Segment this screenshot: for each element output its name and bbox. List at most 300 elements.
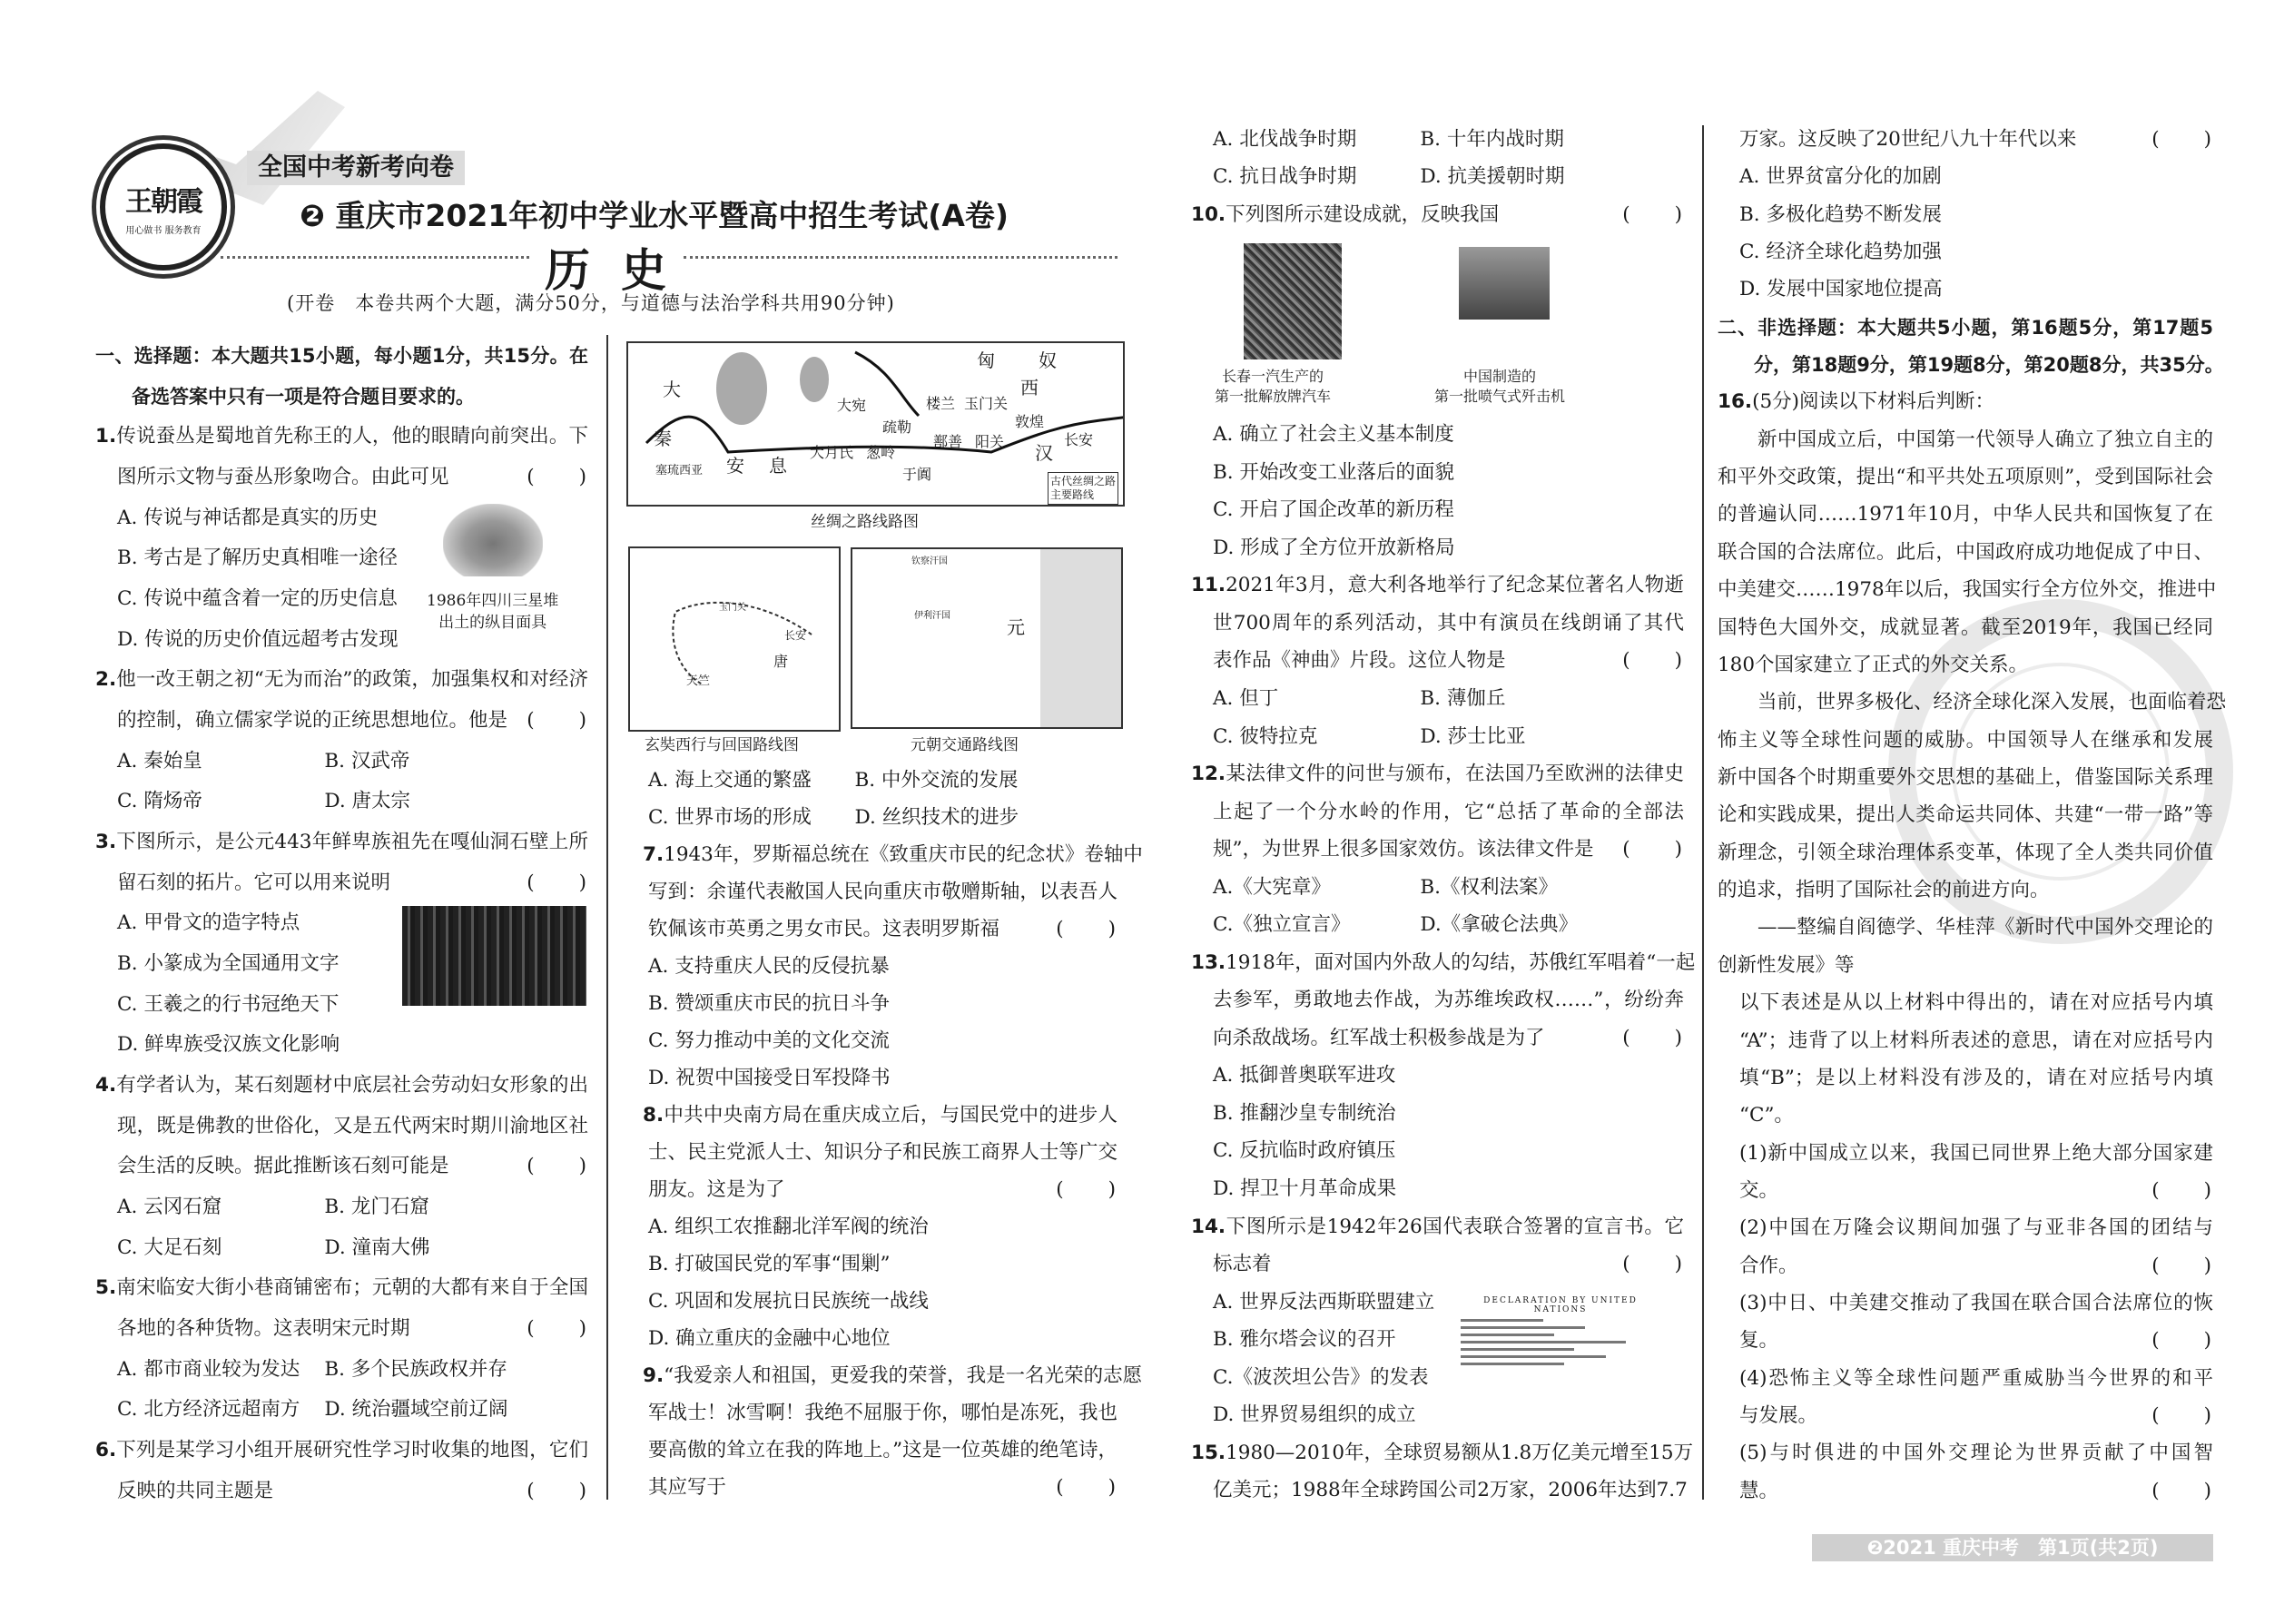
text-line [1739, 271, 2213, 308]
map-label: 塞琉西亚 [655, 464, 704, 477]
text: 世700周年的系列活动，其中有演员在线朗诵了其代 [1213, 611, 1684, 635]
question-number: 10. [1191, 202, 1226, 226]
text: D. 发展中国家地位提高 [1739, 278, 1943, 301]
jiefang-truck-photo [1244, 243, 1342, 359]
map-label: 钦察汗国 [911, 556, 948, 566]
map-label: 天竺 [686, 674, 711, 688]
text-line [1718, 948, 2213, 984]
answer-option: B. 中外交流的发展 [854, 769, 1019, 792]
option-row [1213, 159, 1684, 195]
question-stem [95, 1270, 588, 1306]
text-line [648, 1172, 1117, 1208]
question-number: 16. [1718, 390, 1753, 414]
text: 复。 [1739, 1329, 1779, 1353]
line-text [648, 1135, 1117, 1171]
line-text [1213, 1284, 1684, 1321]
line-text [1213, 643, 1684, 679]
text-line [1213, 1284, 1684, 1321]
answer-option: B. 汉武帝 [324, 749, 410, 773]
question-number: 9. [643, 1363, 665, 1387]
line-text [1191, 1209, 1684, 1245]
text-line [1739, 1248, 2213, 1284]
line-text [1718, 797, 2213, 833]
text-line [1739, 1435, 2213, 1471]
line-text [1739, 1398, 2213, 1434]
line-text [643, 1358, 1143, 1394]
text: 要高傲的耸立在我的阵地上。”这是一位英雄的绝笔诗， [648, 1438, 1117, 1462]
text-line [1718, 647, 2213, 684]
text-line [648, 1470, 1117, 1506]
map-label: 疏勒 [882, 418, 912, 436]
answer-option: A.《大宪章》 [1213, 875, 1331, 899]
legend-line: 古代丝绸之路 [1050, 475, 1117, 487]
line-text [648, 1470, 1117, 1506]
text-line [1739, 1323, 2213, 1359]
text-line [1213, 455, 1684, 491]
text: 国特色大国外交，成就显著。截至2019年，我国已经同 [1718, 615, 2213, 639]
divider-dotted-right [684, 256, 1117, 259]
logo-text: 王朝霞 [125, 185, 202, 218]
text-line [1213, 1171, 1684, 1207]
answer-blank[interactable]: ( ) [527, 871, 588, 894]
question-number: 7. [643, 843, 665, 867]
text: 标志着 [1213, 1253, 1272, 1276]
text-line [117, 1473, 588, 1510]
map-label: 匈 [977, 349, 995, 371]
text: 联合国的合法席位。此后，中国政府成功地促成了中日、 [1718, 540, 2213, 564]
line-text [132, 379, 588, 415]
answer-blank[interactable]: ( ) [2151, 1254, 2213, 1277]
text: “A”；违背了以上材料所表述的意思，请在对应括号内 [1739, 1029, 2213, 1052]
text: D. 祝贺中国接受日军投降书 [648, 1067, 891, 1090]
text-line [117, 459, 588, 496]
answer-blank[interactable]: ( ) [1056, 918, 1117, 941]
answer-option: C. 大足石刻 [117, 1235, 222, 1259]
text: 新中国各个时期重要外交思想的基础上，借鉴国际关系理 [1718, 765, 2213, 789]
text: ——整编自阎德学、华桂萍《新时代中国外交理论的 [1757, 916, 2213, 940]
line-text [648, 1246, 1117, 1283]
xuanzang-route-map [628, 546, 841, 732]
answer-blank[interactable]: ( ) [1622, 838, 1684, 861]
text: C. 反抗临时政府镇压 [1213, 1139, 1396, 1163]
text-line [1757, 422, 2213, 458]
legend-line: 主要路线 [1050, 488, 1095, 501]
text-line [648, 874, 1117, 910]
text-line [1739, 1398, 2213, 1434]
text-line [117, 1311, 588, 1347]
answer-option: C. 北方经济远超南方 [117, 1398, 300, 1422]
text-line [1757, 684, 2227, 721]
line-text [1739, 1285, 2213, 1322]
line-text [1739, 1173, 2213, 1209]
text: 有学者认为，某石刻题材中底层社会劳动妇女形象的出 [116, 1073, 588, 1097]
line-text [1718, 723, 2213, 759]
text: D. 鲜卑族受汉族文化影响 [117, 1033, 340, 1057]
text-line [648, 986, 1117, 1022]
text: C. 开启了国企改革的新历程 [1213, 498, 1454, 522]
series-tag: 全国中考新考向卷 [247, 151, 465, 185]
map-label: 葱岭 [866, 444, 896, 461]
line-text [1213, 982, 1684, 1019]
text: 图所示文物与蚕丛形象吻合。由此可见 [117, 466, 449, 489]
line-text [1739, 1023, 2213, 1059]
question-number: 8. [643, 1104, 665, 1127]
text-line [1213, 1360, 1684, 1396]
line-text [1191, 756, 1684, 792]
line-text [1213, 1472, 1688, 1509]
text: B. 赞颂重庆市民的抗日斗争 [648, 992, 890, 1016]
line-text [117, 500, 588, 536]
answer-blank[interactable]: ( ) [527, 1155, 588, 1178]
option-row [1213, 122, 1684, 158]
line-text [1213, 794, 1684, 831]
text-line [1718, 835, 2213, 871]
text: A. 抵御普奥联军进攻 [1213, 1064, 1396, 1088]
option-row [1213, 870, 1684, 906]
line-text [1718, 497, 2213, 533]
caption-line: 出土的纵目面具 [438, 614, 547, 632]
question-number: 15. [1191, 1441, 1226, 1464]
text: B. 推翻沙皇专制统治 [1213, 1101, 1396, 1125]
line-text [1739, 1097, 2213, 1134]
answer-blank[interactable]: ( ) [1622, 649, 1684, 673]
text: 论和实践成果，提出人类命运共同体、共建“一带一路”等 [1718, 803, 2213, 827]
caption-line: 第一批喷气式歼击机 [1434, 388, 1566, 405]
text: 创新性发展》等 [1718, 953, 1855, 977]
text-line [1718, 535, 2213, 571]
text: 钦佩该市英勇之男女市民。这表明罗斯福 [648, 918, 1000, 941]
text: 表作品《神曲》片段。这位人物是 [1213, 649, 1506, 673]
answer-blank[interactable]: ( ) [1622, 1253, 1684, 1276]
answer-option: A. 海上交通的繁盛 [648, 769, 812, 792]
text-line [117, 905, 588, 941]
question-number: 12. [1191, 763, 1226, 786]
question-stem [643, 1097, 1117, 1134]
line-text [95, 824, 588, 861]
line-text [1718, 310, 2213, 346]
map-label: 玉门关 [719, 603, 746, 613]
question-stem [1191, 197, 1684, 233]
option-row [648, 763, 1117, 799]
text: 上起了一个分水岭的作用，它“总括了革命的全部法 [1213, 800, 1684, 823]
text: 和平外交政策，提出“和平共处五项原则”，受到国际社会 [1718, 466, 2213, 489]
text: 新中国成立后，中国第一代领导人确立了独立自主的 [1757, 428, 2213, 451]
silk-road-map [626, 341, 1125, 507]
text: 1918年，面对国内外敌人的勾结，苏俄红军唱着“一起 [1226, 950, 1696, 974]
text-line [117, 581, 588, 617]
caption-line: 中国制造的 [1463, 368, 1537, 385]
option-row [648, 800, 1117, 836]
map-label: 秦 [654, 428, 672, 449]
text-line [1213, 794, 1684, 831]
text: 亿美元；1988年全球跨国公司2万家，2006年达到7.7 [1213, 1479, 1688, 1502]
answer-blank[interactable]: ( ) [2151, 1178, 2213, 1202]
line-text [648, 949, 1117, 985]
text: B. 打破国民党的军事“围剿” [648, 1253, 891, 1276]
text-line [117, 540, 588, 576]
question-stem [1191, 1209, 1684, 1245]
text-line [117, 1027, 588, 1063]
answer-option: A. 云冈石窟 [117, 1195, 222, 1218]
text: C. 传说中蕴含着一定的历史信息 [117, 587, 398, 611]
text: A. 组织工农推翻北洋军阀的统治 [648, 1216, 929, 1239]
answer-blank[interactable]: ( ) [1622, 1026, 1684, 1049]
text: 合作。 [1739, 1254, 1798, 1277]
text-line [1213, 832, 1684, 868]
text-line [1213, 1058, 1684, 1094]
answer-option: B. 多个民族政权并存 [324, 1357, 507, 1381]
xuanzang-route [630, 548, 839, 730]
logo-slogan: 用心做书 服务教育 [125, 225, 202, 236]
text: 写到：余谨代表敝国人民向重庆市敬赠斯轴，以表吾人 [648, 881, 1117, 904]
text-line [1718, 497, 2213, 533]
q10-caption-2 [1434, 367, 1565, 407]
text-line [1213, 605, 1684, 642]
map-label: 伊利汗国 [914, 611, 950, 621]
line-text [117, 1108, 588, 1145]
option-row [117, 1352, 588, 1388]
text-line [1739, 122, 2213, 158]
text: (4)恐怖主义等全球性问题严重威胁当今世界的和平 [1739, 1366, 2213, 1390]
text: A. 支持重庆人民的反侵抗暴 [648, 955, 890, 979]
map-label: 唐 [773, 653, 789, 670]
line-text [1213, 492, 1684, 528]
question-number: 14. [1191, 1215, 1226, 1238]
question-stem [95, 1432, 588, 1469]
text-line [1718, 760, 2213, 796]
line-text [117, 1027, 588, 1063]
line-text [648, 1023, 1117, 1059]
line-text [1191, 567, 1684, 604]
text: “C”。 [1739, 1104, 1794, 1127]
silk-road-caption: 丝绸之路线路图 [811, 513, 919, 531]
map-label: 奴 [1039, 349, 1057, 371]
text-line [117, 500, 588, 536]
text: 朋友。这是为了 [648, 1178, 785, 1202]
text: B. 开始改变工业落后的面貌 [1213, 460, 1454, 484]
line-text [1757, 910, 2213, 946]
text-line [95, 338, 588, 374]
text-line [648, 1395, 1117, 1432]
text-line [1213, 982, 1684, 1019]
line-text [643, 1097, 1117, 1134]
text-line [648, 1284, 1117, 1320]
line-text [648, 874, 1117, 910]
text: 士、民主党派人士、知识分子和民族工商界人士等广交 [648, 1141, 1117, 1165]
question-stem [95, 418, 588, 455]
text: 2021年3月，意大利各地举行了纪念某位著名人物逝 [1226, 574, 1684, 597]
map-label: 阳关 [975, 433, 1005, 450]
text: A. 确立了社会主义基本制度 [1213, 423, 1454, 447]
question-number: 4. [95, 1073, 117, 1097]
text: 某法律文件的问世与颁布，在法国乃至欧洲的法律史 [1226, 763, 1684, 786]
text-line [1754, 347, 2224, 383]
text-line [1213, 492, 1684, 528]
line-text [1213, 832, 1684, 868]
line-text [1739, 985, 2213, 1021]
question-stem [95, 662, 588, 698]
publisher-logo [100, 143, 227, 271]
text: 的普遍认同……1971年10月，中华人民共和国恢复了在 [1718, 503, 2213, 527]
answer-blank[interactable]: ( ) [527, 709, 588, 732]
text-line [1739, 197, 2213, 233]
line-text [1718, 647, 2213, 684]
map-label: 玉门关 [964, 395, 1009, 412]
answer-blank[interactable]: ( ) [527, 1479, 588, 1502]
text: 1980—2010年，全球贸易额从1.8万亿美元增至15万 [1226, 1441, 1694, 1464]
line-text [648, 986, 1117, 1022]
answer-option: D. 抗美援朝时期 [1420, 165, 1565, 189]
line-text [1213, 1058, 1684, 1094]
column-divider [1702, 125, 1704, 1500]
question-stem [95, 824, 588, 861]
text: D. 世界贸易组织的成立 [1213, 1403, 1416, 1427]
text: 各地的各种货物。这表明宋元时期 [117, 1316, 410, 1340]
text: 向杀敌战场。红军战士积极参战是为了 [1213, 1026, 1545, 1049]
line-text [1213, 1322, 1684, 1358]
line-text [117, 865, 588, 901]
answer-blank[interactable]: ( ) [1056, 1475, 1117, 1499]
line-text [95, 1270, 588, 1306]
text: 反映的共同主题是 [117, 1479, 274, 1502]
line-text [1739, 1323, 2213, 1359]
text: 现，既是佛教的世俗化，又是五代两宋时期川渝地区社 [117, 1114, 588, 1137]
text: A. 甲骨文的造字特点 [117, 911, 300, 935]
line-text [1213, 1096, 1684, 1132]
text-line [1739, 1473, 2213, 1510]
text-line [1739, 1136, 2213, 1172]
text: 下图所示是1942年26国代表联合签署的宣言书。它 [1226, 1215, 1684, 1238]
text: 二、非选择题：本大题共5小题，第16题5分，第17题5 [1718, 316, 2213, 339]
text-line [1213, 1322, 1684, 1358]
line-text [1739, 1060, 2213, 1097]
text: B. 多极化趋势不断发展 [1739, 202, 1942, 226]
map-label: 元 [1007, 616, 1025, 638]
text-line [1718, 610, 2213, 646]
text-line [117, 946, 588, 982]
text: C. 巩固和发展抗日民族统一战线 [648, 1290, 929, 1314]
line-text [1739, 271, 2213, 308]
map-legend [1048, 472, 1118, 505]
text: 中共中央南方局在重庆成立后，与国民党中的进步人 [664, 1104, 1117, 1127]
text: 新理念，引领全球治理体系变革，体现了全人类共同价值 [1718, 841, 2213, 864]
text-line [117, 987, 588, 1023]
map-label: 安 [726, 455, 744, 477]
answer-option: D.《拿破仑法典》 [1420, 913, 1579, 937]
option-row [117, 783, 588, 820]
yuan-transport-map [851, 547, 1123, 729]
line-text [117, 905, 588, 941]
line-text [1718, 572, 2217, 608]
map-label: 鄯善 [933, 433, 963, 450]
answer-option: A. 秦始皇 [117, 749, 202, 773]
question-number: 5. [95, 1276, 117, 1300]
line-text [117, 1148, 588, 1185]
text: C.《波茨坦公告》的发表 [1213, 1365, 1429, 1389]
answer-blank[interactable]: ( ) [527, 1316, 588, 1340]
page-footer: ❷2021 重庆中考 第1页(共2页) [1812, 1534, 2213, 1561]
exam-title: ❷ 重庆市2021年初中学业水平暨高中招生考试(A卷) [300, 198, 1009, 233]
column-divider [606, 335, 608, 1500]
map-label: 敦煌 [1015, 413, 1045, 430]
text-line [1213, 1472, 1688, 1509]
line-text [95, 418, 588, 455]
text-line [1213, 530, 1684, 566]
line-text [117, 540, 588, 576]
question-number: 2. [95, 668, 117, 692]
question-stem [1191, 567, 1684, 604]
line-text [95, 662, 588, 698]
declaration-heading: DECLARATION BY UNITED NATIONS [1483, 1296, 1638, 1314]
line-text [1213, 455, 1684, 491]
answer-blank[interactable]: ( ) [2151, 127, 2213, 151]
answer-option: B.《权利法案》 [1420, 875, 1558, 899]
answer-blank[interactable]: ( ) [2151, 1404, 2213, 1428]
line-text [1213, 1020, 1684, 1057]
line-text [117, 1473, 588, 1510]
line-text [648, 1395, 1117, 1432]
text-line [1213, 417, 1684, 453]
text: 军战士！冰雪啊！我绝不屈服于你，哪怕是冻死，我也 [648, 1401, 1117, 1424]
line-text [648, 1321, 1117, 1357]
answer-blank[interactable]: ( ) [1056, 1178, 1117, 1202]
text: 他一改王朝之初“无为而治”的政策，加强集权和对经济 [116, 668, 588, 692]
line-text [1739, 122, 2213, 158]
text: 交。 [1739, 1178, 1779, 1202]
text-line [1757, 910, 2213, 946]
text-line [648, 949, 1117, 985]
map-label: 长安 [784, 629, 807, 642]
text-line [648, 1432, 1117, 1469]
text-line [1739, 234, 2213, 271]
text: (1)新中国成立以来，我国已同世界上绝大部分国家建 [1739, 1141, 2213, 1165]
line-text [1213, 1246, 1684, 1283]
jet-fighter-photo [1459, 247, 1550, 320]
caption-line: 第一批解放牌汽车 [1215, 388, 1332, 405]
answer-blank[interactable]: ( ) [1622, 202, 1684, 226]
text-line [1718, 797, 2213, 833]
text: C. 努力推动中美的文化交流 [648, 1029, 890, 1053]
line-text [95, 1068, 588, 1104]
line-text [1739, 234, 2213, 271]
answer-blank[interactable]: ( ) [2151, 1329, 2213, 1353]
answer-option: C. 世界市场的形成 [648, 806, 812, 830]
answer-blank[interactable]: ( ) [527, 466, 588, 489]
text: 的控制，确立儒家学说的正统思想地位。他是 [117, 709, 508, 732]
option-row [1213, 719, 1684, 755]
text-line [117, 622, 588, 658]
text: D. 确立重庆的金融中心地位 [648, 1327, 891, 1350]
text: 1943年，罗斯福总统在《致重庆市民的纪念状》卷轴中 [664, 843, 1143, 867]
map-label: 大 [663, 379, 681, 400]
line-text [1718, 535, 2213, 571]
line-text [1191, 945, 1696, 981]
line-text [1739, 1361, 2213, 1397]
text-line [1213, 643, 1684, 679]
line-text [1757, 684, 2227, 721]
text: “我爱亲人和祖国，更爱我的荣誉，我是一名光荣的志愿 [664, 1363, 1143, 1387]
text: 慧。 [1739, 1479, 1779, 1502]
map-label: 大月氏 [810, 444, 854, 461]
answer-option: A. 都市商业较为发达 [117, 1357, 300, 1381]
text: C. 王羲之的行书冠绝天下 [117, 992, 340, 1016]
text: (5)与时俱进的中国外交理论为世界贡献了中国智 [1739, 1442, 2213, 1465]
text-line [1718, 723, 2213, 759]
answer-blank[interactable]: ( ) [2151, 1479, 2213, 1502]
line-text [1739, 1136, 2213, 1172]
text: A. 世界贫富分化的加剧 [1739, 165, 1942, 189]
option-row [117, 1392, 588, 1428]
